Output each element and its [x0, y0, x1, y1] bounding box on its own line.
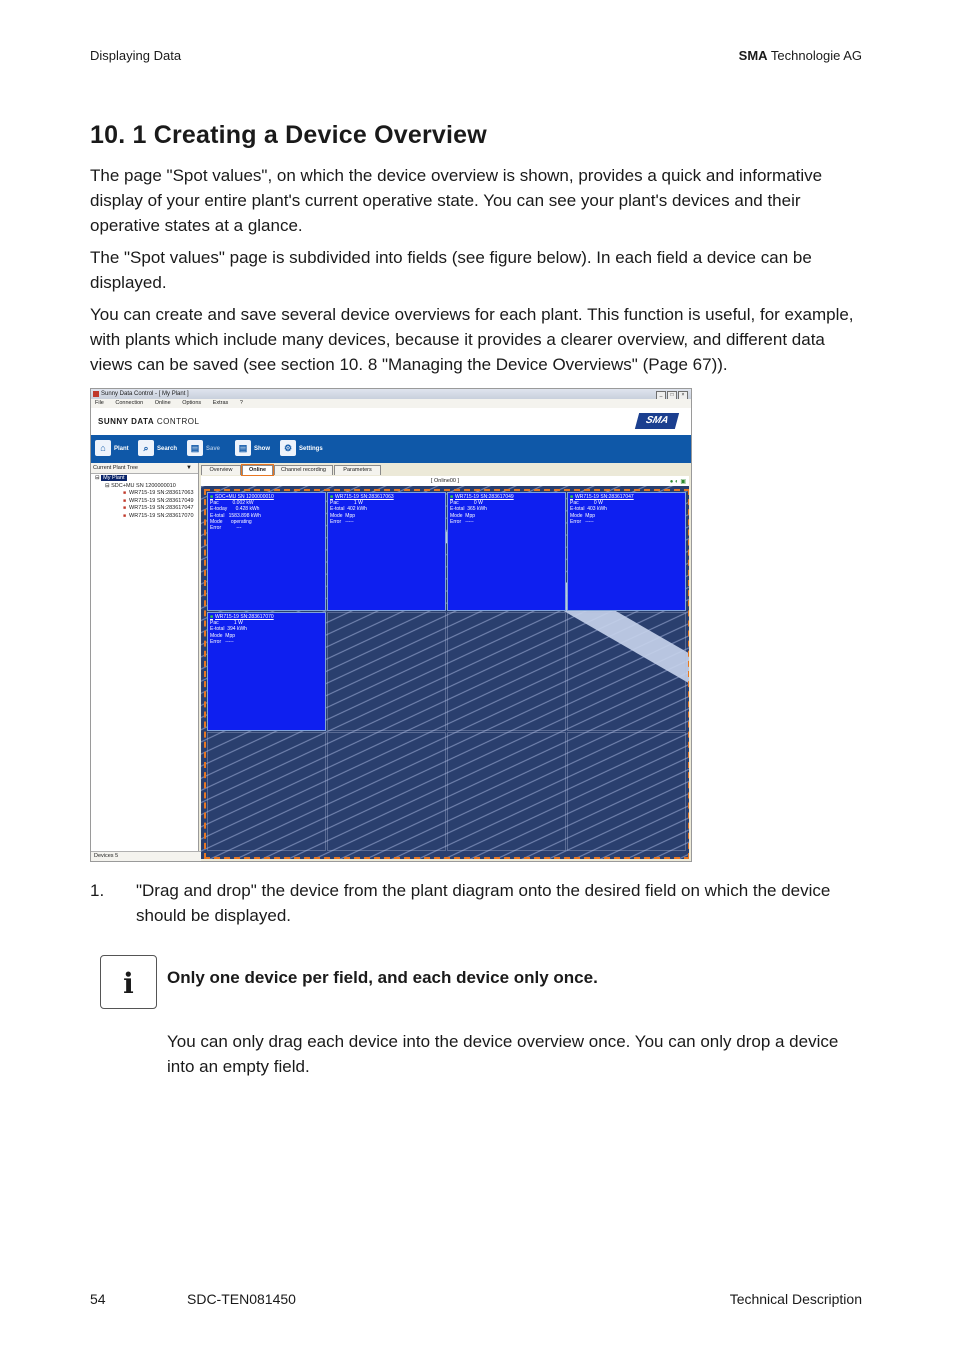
- settings-label: Settings: [299, 446, 323, 452]
- device-field-name: ■ WR715-19 SN:283617049: [448, 494, 565, 500]
- device-field-row: E-total 365 kWh: [450, 506, 487, 513]
- paragraph-1: The page "Spot values", on which the device overview is shown, provides a quick and informative display of your entire plant's current operative state. You can see your plant's devices and their operative states at a glance.: [90, 166, 823, 235]
- device-field-name: ■ WR715-19 SN:283617063: [328, 494, 445, 500]
- dropdown-arrow-icon[interactable]: ▼: [186, 465, 192, 471]
- info-title: Only one device per field, and each device only once.: [167, 968, 598, 987]
- device-field-row: Mode Mpp: [570, 512, 596, 519]
- device-field-row: Pac 0 W: [450, 500, 483, 507]
- device-field-row: E-total 402 kWh: [330, 506, 367, 513]
- settings-icon: ⚙: [280, 440, 296, 456]
- brand-rest: CONTROL: [154, 417, 200, 426]
- device-field-row: Error -----: [450, 518, 474, 525]
- device-field-row: E-total 403 kWh: [570, 506, 607, 513]
- empty-field[interactable]: [567, 732, 686, 851]
- device-field-row: E-total 1583.898 kWh: [210, 512, 261, 519]
- device-field-grid: [204, 489, 689, 859]
- folder-show-icon: ▤: [235, 440, 251, 456]
- paragraph-2: The "Spot values" page is subdivided into fields (see figure below). In each field a device can be displayed.: [90, 248, 812, 292]
- menu-online[interactable]: Online: [154, 400, 171, 406]
- plant-button[interactable]: [95, 440, 129, 458]
- device-field[interactable]: [567, 492, 686, 611]
- tree-selector[interactable]: [91, 463, 198, 474]
- section-heading: 10. 1 Creating a Device Overview: [90, 121, 487, 149]
- folder-save-icon: ▤: [187, 440, 203, 456]
- app-icon: [93, 391, 99, 397]
- company-bold: SMA: [738, 48, 768, 63]
- device-field-row: Error -----: [330, 518, 354, 525]
- search-label: Search: [157, 446, 178, 452]
- device-field-row: Error ---: [210, 525, 242, 532]
- tree-device-1[interactable]: ■ WR715-19 SN:283617063: [95, 490, 194, 498]
- window-titlebar: [91, 389, 691, 399]
- device-field-name: ■ WR715-19 SN:283617047: [568, 494, 685, 500]
- tab-channel-recording[interactable]: Channel recording: [274, 465, 333, 475]
- device-field[interactable]: [207, 492, 326, 611]
- brand-name: [98, 417, 199, 426]
- maximize-icon[interactable]: □: [667, 391, 677, 400]
- paragraph-3: You can create and save several device overviews for each plant. This function is useful, for example, with plants which include many devices, because it provides a clearer overview, and different data views can be saved (see section 10. 8 "Managing the Device Overviews" (Page 67)).: [90, 305, 854, 374]
- device-field-name: ■ SDC+MU SN 1200000010: [208, 494, 325, 500]
- device-field-row: Mode Mpp: [450, 512, 476, 519]
- show-label: Show: [254, 446, 270, 452]
- info-text: You can only drag each device into the device overview once. You can only drop a device into an empty field.: [167, 1032, 839, 1076]
- device-field-row: Pac 1 W: [210, 620, 243, 627]
- menu-connection[interactable]: Connection: [115, 400, 144, 406]
- empty-field[interactable]: [447, 732, 566, 851]
- device-field[interactable]: [327, 492, 446, 611]
- document-id: SDC-TEN081450: [187, 1291, 296, 1307]
- search-icon: ⌕: [138, 440, 154, 456]
- menu-extras[interactable]: Extras: [212, 400, 229, 406]
- menubar: [91, 399, 691, 408]
- settings-button[interactable]: [280, 440, 323, 458]
- device-field-row: E-today 0.428 kWh: [210, 506, 260, 513]
- device-field-row: Pac 0 W: [570, 500, 603, 507]
- tree-device-4[interactable]: ■ WR715-19 SN:283617070: [95, 513, 194, 521]
- device-field-name: ■ WR715-19 SN:283617070: [208, 614, 325, 620]
- menu-help[interactable]: ?: [239, 400, 243, 406]
- sma-logo: SMA: [635, 413, 679, 429]
- tree-device-count: Devices 5: [91, 851, 201, 861]
- tree-device-2[interactable]: ■ WR715-19 SN:283617049: [95, 498, 194, 506]
- app-banner: [91, 408, 691, 436]
- view-caption: [ Online00 ]: [430, 478, 460, 484]
- header-company: [739, 48, 862, 63]
- step-number: 1.: [90, 881, 105, 900]
- tree-list: [95, 475, 194, 520]
- window-title: Sunny Data Control - [ My Plant ]: [101, 391, 189, 397]
- step-text: "Drag and drop" the device from the plant diagram onto the desired field on which the device should be displayed.: [136, 881, 831, 925]
- empty-field[interactable]: [327, 732, 446, 851]
- plant-tree-panel: [91, 463, 199, 861]
- plant-label: Plant: [114, 446, 129, 452]
- info-glyph: i: [123, 967, 134, 1000]
- empty-field[interactable]: [207, 732, 326, 851]
- tree-root[interactable]: ⊟ My Plant: [95, 475, 125, 481]
- device-field-row: Error -----: [210, 638, 234, 645]
- brand-bold: SUNNY DATA: [98, 417, 155, 426]
- close-icon[interactable]: ×: [678, 391, 688, 400]
- plant-icon: ⌂: [95, 440, 111, 456]
- page-number: 54: [90, 1291, 106, 1307]
- tree-root-label: My Plant: [103, 475, 125, 481]
- view-action-icons[interactable]: ● ◐ ▣: [669, 479, 686, 485]
- save-button[interactable]: [187, 440, 220, 458]
- spot-values-view: [201, 476, 689, 859]
- tree-node-label: SDC+MU SN 1200000010: [111, 482, 176, 489]
- save-label: Save: [206, 446, 221, 452]
- toolbar: [91, 435, 691, 463]
- tab-online[interactable]: Online: [242, 465, 273, 475]
- device-field-row: Mode Mpp: [330, 512, 356, 519]
- device-field-row: Pac 1 W: [330, 500, 363, 507]
- device-field-row: Mode operating: [210, 518, 252, 525]
- device-field[interactable]: [207, 612, 326, 731]
- empty-field[interactable]: [327, 612, 446, 731]
- view-caption-bar: [201, 476, 689, 486]
- tab-overview[interactable]: Overview: [201, 465, 241, 475]
- tree-header-label: Current Plant Tree: [93, 465, 138, 471]
- empty-field[interactable]: [447, 612, 566, 731]
- device-field-row: Mode Mpp: [210, 632, 236, 639]
- company-rest: Technologie AG: [767, 48, 862, 63]
- document-type: Technical Description: [729, 1291, 862, 1307]
- empty-field[interactable]: [567, 612, 686, 731]
- device-field-row: Pac 0.002 kW: [210, 500, 254, 507]
- tree-device-3[interactable]: ■ WR715-19 SN:283617047: [95, 505, 194, 513]
- device-field-row: E-total 394 kWh: [210, 626, 247, 633]
- tab-parameters[interactable]: Parameters: [334, 465, 381, 475]
- minimize-icon[interactable]: _: [656, 391, 666, 400]
- search-button[interactable]: [138, 440, 177, 458]
- device-field[interactable]: [447, 492, 566, 611]
- menu-options[interactable]: Options: [182, 400, 202, 406]
- app-screenshot: [90, 388, 692, 862]
- info-icon: [100, 955, 157, 1009]
- device-field-row: Error -----: [570, 518, 594, 525]
- header-section: Displaying Data: [90, 48, 182, 63]
- menu-file[interactable]: File: [95, 400, 104, 406]
- show-button[interactable]: [235, 440, 270, 458]
- tree-node[interactable]: ⊟ SDC+MU SN 1200000010: [105, 482, 176, 489]
